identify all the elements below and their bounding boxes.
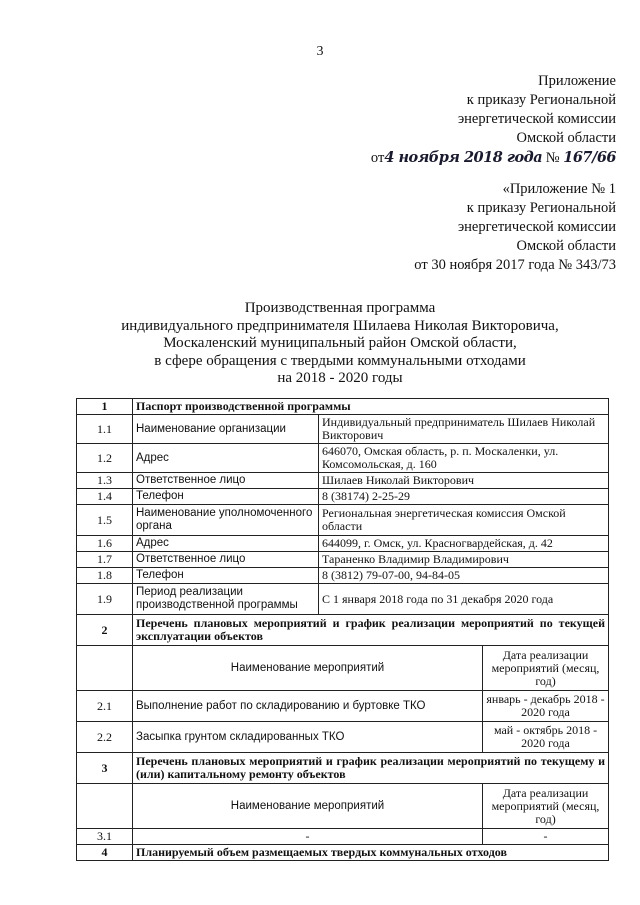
title-line3: Москаленский муниципальный район Омской области,: [163, 335, 517, 351]
handwritten-number: 167/66: [563, 149, 616, 166]
appendix-previous-line1: «Приложение № 1: [502, 181, 616, 197]
title-line5: на 2018 - 2020 годы: [277, 370, 403, 386]
row-value: Индивидуальный предприниматель Шилаев Николай Викторович: [319, 415, 609, 444]
row-label: Период реализации производственной программы: [133, 584, 319, 615]
empty-cell: [77, 784, 133, 829]
number-prefix: №: [545, 150, 560, 166]
row-date: май - октябрь 2018 - 2020 года: [483, 722, 609, 753]
section-title: Перечень плановых мероприятий и график реализации мероприятий по текущей эксплуатации объектов: [133, 615, 609, 646]
row-number: 2.2: [77, 722, 133, 753]
table-row: [77, 552, 609, 568]
section-2-column-header: [77, 646, 609, 691]
table-row: [77, 505, 609, 536]
row-number: 1.9: [77, 584, 133, 615]
from-prefix: от: [370, 150, 385, 166]
section-title: Паспорт производственной программы: [133, 399, 609, 415]
appendix-current-line2: к приказу Региональной: [466, 92, 616, 108]
section-number: 3: [77, 753, 133, 784]
row-number: 1.3: [77, 473, 133, 489]
row-number: 2.1: [77, 691, 133, 722]
title-line4: в сфере обращения с твердыми коммунальными отходами: [154, 352, 526, 369]
row-label: Наименование организации: [133, 415, 319, 444]
row-value: 644099, г. Омск, ул. Красногвардейская, д. 42: [319, 536, 609, 552]
table-row: [77, 584, 609, 615]
title-line2: индивидуального предпринимателя Шилаева Николая Викторовича,: [121, 317, 559, 334]
appendix-previous-line5: от 30 ноября 2017 года № 343/73: [414, 257, 616, 273]
row-activity: Засыпка грунтом складированных ТКО: [133, 722, 483, 753]
appendix-previous-line2: к приказу Региональной: [466, 200, 616, 216]
column-header-date: Дата реализации мероприятий (месяц, год): [483, 784, 609, 829]
appendix-previous-line4: Омской области: [516, 238, 616, 254]
row-label: Адрес: [133, 536, 319, 552]
row-value: 8 (3812) 79-07-00, 94-84-05: [319, 568, 609, 584]
table-row: [77, 415, 609, 444]
row-label: Наименование уполномоченного органа: [133, 505, 319, 536]
row-label: Телефон: [133, 568, 319, 584]
section-3-column-header: [77, 784, 609, 829]
row-number: 1.1: [77, 415, 133, 444]
table-row: [77, 489, 609, 505]
appendix-current-line4: Омской области: [516, 130, 616, 146]
handwritten-date: 4 ноября 2018 года: [384, 149, 543, 166]
row-value: 8 (38174) 2-25-29: [319, 489, 609, 505]
row-date: -: [483, 829, 609, 845]
row-number: 1.4: [77, 489, 133, 505]
section-title: Планируемый объем размещаемых твердых коммунальных отходов: [133, 845, 609, 861]
section-number: 1: [77, 399, 133, 415]
table-row: [77, 829, 609, 845]
appendix-previous-line3: энергетической комиссии: [457, 219, 616, 235]
appendix-current-date-line: [371, 148, 616, 168]
row-number: 1.7: [77, 552, 133, 568]
section-1-header-row: [77, 399, 609, 415]
row-label: Телефон: [133, 489, 319, 505]
row-label: Ответственное лицо: [133, 552, 319, 568]
column-header-name: Наименование мероприятий: [133, 784, 483, 829]
row-label: Адрес: [133, 444, 319, 473]
row-activity: Выполнение работ по складированию и буртовке ТКО: [133, 691, 483, 722]
table-row: [77, 536, 609, 552]
column-header-date: Дата реализации мероприятий (месяц, год): [483, 646, 609, 691]
program-table: [76, 398, 609, 861]
row-number: 1.5: [77, 505, 133, 536]
appendix-current-line3: энергетической комиссии: [457, 111, 616, 127]
column-header-name: Наименование мероприятий: [133, 646, 483, 691]
appendix-previous: [414, 180, 616, 275]
row-activity: -: [133, 829, 483, 845]
row-number: 3.1: [77, 829, 133, 845]
table-row: [77, 691, 609, 722]
row-value: Шилаев Николай Викторович: [319, 473, 609, 489]
section-number: 4: [77, 845, 133, 861]
row-date: январь - декабрь 2018 - 2020 года: [483, 691, 609, 722]
row-value: 646070, Омская область, р. п. Москаленки, ул. Комсомольская, д. 160: [319, 444, 609, 473]
document-title: [40, 300, 640, 388]
section-2-header-row: [77, 615, 609, 646]
row-value: С 1 января 2018 года по 31 декабря 2020 года: [319, 584, 609, 615]
section-4-header-row: [77, 845, 609, 861]
table-row: [77, 444, 609, 473]
empty-cell: [77, 646, 133, 691]
row-label: Ответственное лицо: [133, 473, 319, 489]
section-number: 2: [77, 615, 133, 646]
row-number: 1.2: [77, 444, 133, 473]
table-row: [77, 568, 609, 584]
section-title: Перечень плановых мероприятий и график реализации мероприятий по текущему и (или) капитальному ремонту объектов: [133, 753, 609, 784]
section-3-header-row: [77, 753, 609, 784]
row-value: Тараненко Владимир Владимирович: [319, 552, 609, 568]
row-number: 1.6: [77, 536, 133, 552]
table-row: [77, 473, 609, 489]
page-number: 3: [316, 44, 324, 59]
row-value: Региональная энергетическая комиссия Омской области: [319, 505, 609, 536]
appendix-current-line1: Приложение: [538, 73, 616, 89]
row-number: 1.8: [77, 568, 133, 584]
appendix-current: [371, 72, 616, 168]
title-line1: Производственная программа: [244, 300, 436, 316]
table-row: [77, 722, 609, 753]
